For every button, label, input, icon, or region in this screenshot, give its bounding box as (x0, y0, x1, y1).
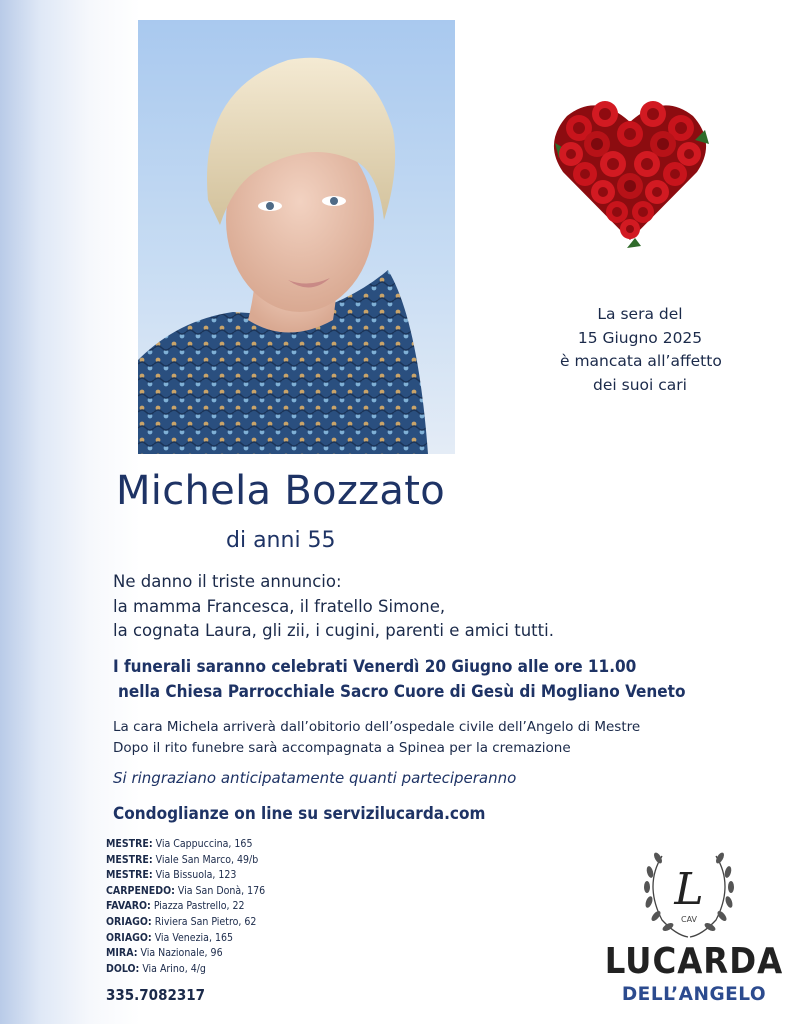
office-city: MIRA: (106, 947, 138, 960)
office-item (106, 899, 265, 915)
deceased-age: di anni 55 (226, 528, 336, 553)
rose-heart-icon (549, 88, 711, 250)
office-address: Via Arino, 4/g (142, 962, 206, 975)
passing-line: è mancata all’affetto (560, 352, 722, 370)
logo-subtitle: DELL’ANGELO (621, 984, 767, 1005)
announcement-line: Ne danno il triste annuncio: (113, 572, 342, 591)
logo-monogram-caption: CAV (680, 915, 698, 924)
passing-line: La sera del (597, 305, 683, 323)
passing-notice (560, 303, 720, 397)
office-item (106, 946, 265, 962)
logo-monogram: L (674, 864, 704, 915)
thanks-text: Si ringraziano anticipatamente quanti parteciperanno (113, 769, 517, 787)
office-address: Piazza Pastrello, 22 (153, 900, 245, 913)
condolences-link[interactable]: Condoglianze on line su servizilucarda.com (113, 804, 486, 824)
office-city: CARPENEDO: (106, 884, 175, 897)
office-address: Via San Donà, 176 (177, 884, 266, 897)
funeral-info (113, 655, 686, 705)
phone-number[interactable]: 335.7082317 (106, 986, 206, 1004)
office-address: Via Cappuccina, 165 (155, 838, 253, 850)
office-city: MESTRE: (106, 869, 153, 882)
passing-line: dei suoi cari (593, 375, 687, 394)
passing-date: 15 Giugno 2025 (577, 328, 703, 347)
office-address: Via Venezia, 165 (154, 931, 233, 944)
office-city: FAVARO: (106, 900, 151, 913)
office-city: MESTRE: (106, 838, 153, 850)
office-item (106, 915, 265, 931)
office-item (106, 868, 265, 884)
office-item (106, 962, 265, 978)
office-city: MESTRE: (106, 853, 153, 866)
office-city: ORIAGO: (106, 931, 152, 944)
office-address: Viale San Marco, 49/b (155, 853, 259, 866)
office-item (106, 931, 265, 947)
laurel-wreath-icon (636, 840, 742, 945)
office-address: Via Nazionale, 96 (140, 947, 223, 960)
funeral-details (113, 717, 640, 759)
office-addresses (106, 837, 265, 977)
office-address: Riviera San Pietro, 62 (154, 915, 257, 928)
logo-name: LUCARDA (604, 941, 784, 982)
deceased-name: Michela Bozzato (116, 468, 445, 514)
details-line: La cara Michela arriverà dall’obitorio dell’ospedale civile dell’Angelo di Mestre (113, 719, 641, 735)
office-address: Via Bissuola, 123 (155, 869, 237, 882)
portrait-photo (138, 20, 455, 454)
office-item (106, 837, 265, 853)
funeral-location-line: nella Chiesa Parrocchiale Sacro Cuore di Gesù di Mogliano Veneto (118, 682, 686, 702)
details-line: Dopo il rito funebre sarà accompagnata a Spinea per la cremazione (113, 740, 571, 756)
portrait-illustration (138, 20, 455, 454)
announcement-line: la cognata Laura, gli zii, i cugini, parenti e amici tutti. (113, 621, 554, 640)
announcement-line: la mamma Francesca, il fratello Simone, (113, 596, 446, 616)
office-city: DOLO: (106, 962, 140, 975)
funeral-date-line: I funerali saranno celebrati Venerdì 20 Giugno alle ore 11.00 (113, 657, 637, 677)
office-city: ORIAGO: (106, 915, 152, 928)
office-item (106, 884, 265, 900)
office-item (106, 853, 265, 869)
announcement-text (113, 570, 554, 644)
